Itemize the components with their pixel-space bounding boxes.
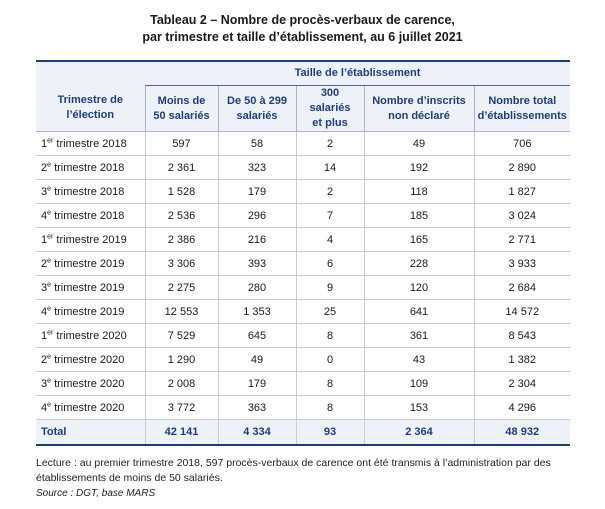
row-quarter-label [36,252,145,276]
row-quarter-label [36,228,145,252]
table-title-line-2: par trimestre et taille d’établissement, au 6 juillet 2021 [142,30,463,44]
table-cell: 120 [364,276,474,300]
table-cell: 4 [296,228,364,252]
table-cell: 153 [364,396,474,420]
table-cell: 165 [364,228,474,252]
table-row [36,204,570,228]
reading-note: Lecture : au premier trimestre 2018, 597 procès-verbaux de carence ont été transmis à l’administration par des établissements de moins de 50 salariés. [36,457,551,484]
header-group-blank [36,61,145,86]
table-cell: 7 [296,204,364,228]
quarter-ordinal-suffix: e [47,160,52,168]
table-cell: 280 [218,276,296,300]
quarter-ordinal-suffix: e [47,184,52,192]
table-cell: 12 553 [145,300,218,324]
quarter-number: 2 [41,257,48,270]
table-cell: 58 [218,132,296,156]
table-body [36,132,570,446]
quarter-number: 2 [41,353,48,366]
table-cell: 2 536 [145,204,218,228]
row-quarter-label [36,204,145,228]
quarter-ordinal-suffix: e [47,376,52,384]
quarter-text: trimestre 2019 [53,233,127,246]
table-cell: 14 572 [474,300,570,324]
table-cell: 597 [145,132,218,156]
table-cell: 645 [218,324,296,348]
row-quarter-label [36,348,145,372]
column-header-line: l’élection [66,109,115,122]
column-header-300-plus [296,86,364,132]
quarter-number: 1 [41,329,48,342]
quarter-number: 3 [41,185,48,198]
column-header-line: De 50 à 299 [227,94,287,107]
table-row [36,156,570,180]
quarter-ordinal-suffix: e [47,208,52,216]
quarter-number: 2 [41,161,48,174]
table-row [36,276,570,300]
source-note: Source : DGT, base MARS [36,488,156,499]
table-cell: 706 [474,132,570,156]
quarter-text: trimestre 2019 [51,281,125,294]
header-group-row [36,61,570,86]
total-cell: 48 932 [474,420,570,446]
table-cell: 2 684 [474,276,570,300]
table-cell: 8 [296,324,364,348]
table-cell: 185 [364,204,474,228]
row-quarter-label [36,300,145,324]
header-group-label: Taille de l’établissement [145,61,570,86]
table-cell: 7 529 [145,324,218,348]
table-cell: 1 528 [145,180,218,204]
table-row [36,324,570,348]
table-cell: 192 [364,156,474,180]
table-cell: 1 382 [474,348,570,372]
table-cell: 2 771 [474,228,570,252]
table-row [36,372,570,396]
quarter-number: 4 [41,209,48,222]
table-cell: 2 386 [145,228,218,252]
quarter-text: trimestre 2018 [53,137,127,150]
quarter-text: trimestre 2020 [51,377,125,390]
table-cell: 216 [218,228,296,252]
table-cell: 109 [364,372,474,396]
table-cell: 323 [218,156,296,180]
table-cell: 49 [218,348,296,372]
column-header-line: salariés [236,109,278,122]
table-cell: 14 [296,156,364,180]
quarter-text: trimestre 2019 [51,257,125,270]
row-quarter-label [36,372,145,396]
quarter-ordinal-suffix: e [47,280,52,288]
quarter-number: 1 [41,233,48,246]
pv-carence-table [36,60,570,446]
quarter-ordinal-suffix: er [47,232,54,240]
column-header-line: d’établissements [477,109,567,122]
table-cell: 179 [218,180,296,204]
table-cell: 2 304 [474,372,570,396]
header-row [36,86,570,132]
column-header-total-etablissements [474,86,570,132]
quarter-ordinal-suffix: e [47,256,52,264]
column-header-line: 300 salariés [309,87,351,114]
column-header-line: non déclaré [388,109,450,122]
table-row [36,228,570,252]
table-title [0,12,605,46]
table-cell: 363 [218,396,296,420]
quarter-text: trimestre 2020 [53,329,127,342]
table-cell: 118 [364,180,474,204]
table-cell: 2 361 [145,156,218,180]
table-cell: 179 [218,372,296,396]
table-cell: 2 890 [474,156,570,180]
quarter-number: 4 [41,401,48,414]
table-cell: 3 024 [474,204,570,228]
quarter-number: 4 [41,305,48,318]
table-cell: 641 [364,300,474,324]
row-quarter-label [36,180,145,204]
quarter-ordinal-suffix: e [47,400,52,408]
table-cell: 9 [296,276,364,300]
column-header-line: 50 salariés [153,109,210,122]
total-cell: 4 334 [218,420,296,446]
quarter-ordinal-suffix: e [47,352,52,360]
table-cell: 1 353 [218,300,296,324]
column-header-inscrits-non-declare [364,86,474,132]
total-cell: 93 [296,420,364,446]
table-cell: 2 [296,132,364,156]
table-cell: 6 [296,252,364,276]
total-cell: 2 364 [364,420,474,446]
table-row [36,132,570,156]
table-cell: 228 [364,252,474,276]
row-quarter-label [36,132,145,156]
row-quarter-label [36,276,145,300]
column-header-line: Nombre d’inscrits [372,94,466,107]
table-cell: 361 [364,324,474,348]
column-header-trimestre [36,86,145,132]
column-header-50-299 [218,86,296,132]
column-header-line: Moins de [157,94,206,107]
total-row [36,420,570,446]
table-cell: 49 [364,132,474,156]
table-cell: 296 [218,204,296,228]
row-quarter-label [36,324,145,348]
quarter-ordinal-suffix: e [47,304,52,312]
table-cell: 1 827 [474,180,570,204]
column-header-line: Nombre total [488,94,557,107]
column-header-line: et plus [312,117,348,129]
table-cell: 393 [218,252,296,276]
table-cell: 2 008 [145,372,218,396]
table-row [36,252,570,276]
row-quarter-label [36,396,145,420]
quarter-text: trimestre 2019 [51,305,125,318]
table-cell: 8 543 [474,324,570,348]
quarter-text: trimestre 2018 [51,185,125,198]
table-cell: 0 [296,348,364,372]
table-cell: 25 [296,300,364,324]
table-row [36,396,570,420]
quarter-text: trimestre 2020 [51,401,125,414]
table-cell: 8 [296,372,364,396]
table-cell: 3 933 [474,252,570,276]
quarter-number: 3 [41,281,48,294]
column-header-line: Trimestre de [57,94,123,107]
table-cell: 43 [364,348,474,372]
table-cell: 2 275 [145,276,218,300]
table-cell: 8 [296,396,364,420]
total-label: Total [36,420,145,446]
quarter-ordinal-suffix: er [47,136,54,144]
quarter-text: trimestre 2020 [51,353,125,366]
table-cell: 2 [296,180,364,204]
quarter-number: 1 [41,137,48,150]
row-quarter-label [36,156,145,180]
quarter-ordinal-suffix: er [47,328,54,336]
quarter-number: 3 [41,377,48,390]
table-title-line-1: Tableau 2 – Nombre de procès-verbaux de carence, [150,13,455,27]
table-cell: 4 296 [474,396,570,420]
column-header-moins-50 [145,86,218,132]
table-cell: 1 290 [145,348,218,372]
quarter-text: trimestre 2018 [51,161,125,174]
table-row [36,348,570,372]
table-row [36,180,570,204]
table-row [36,300,570,324]
quarter-text: trimestre 2018 [51,209,125,222]
total-cell: 42 141 [145,420,218,446]
table-cell: 3 772 [145,396,218,420]
table-cell: 3 306 [145,252,218,276]
